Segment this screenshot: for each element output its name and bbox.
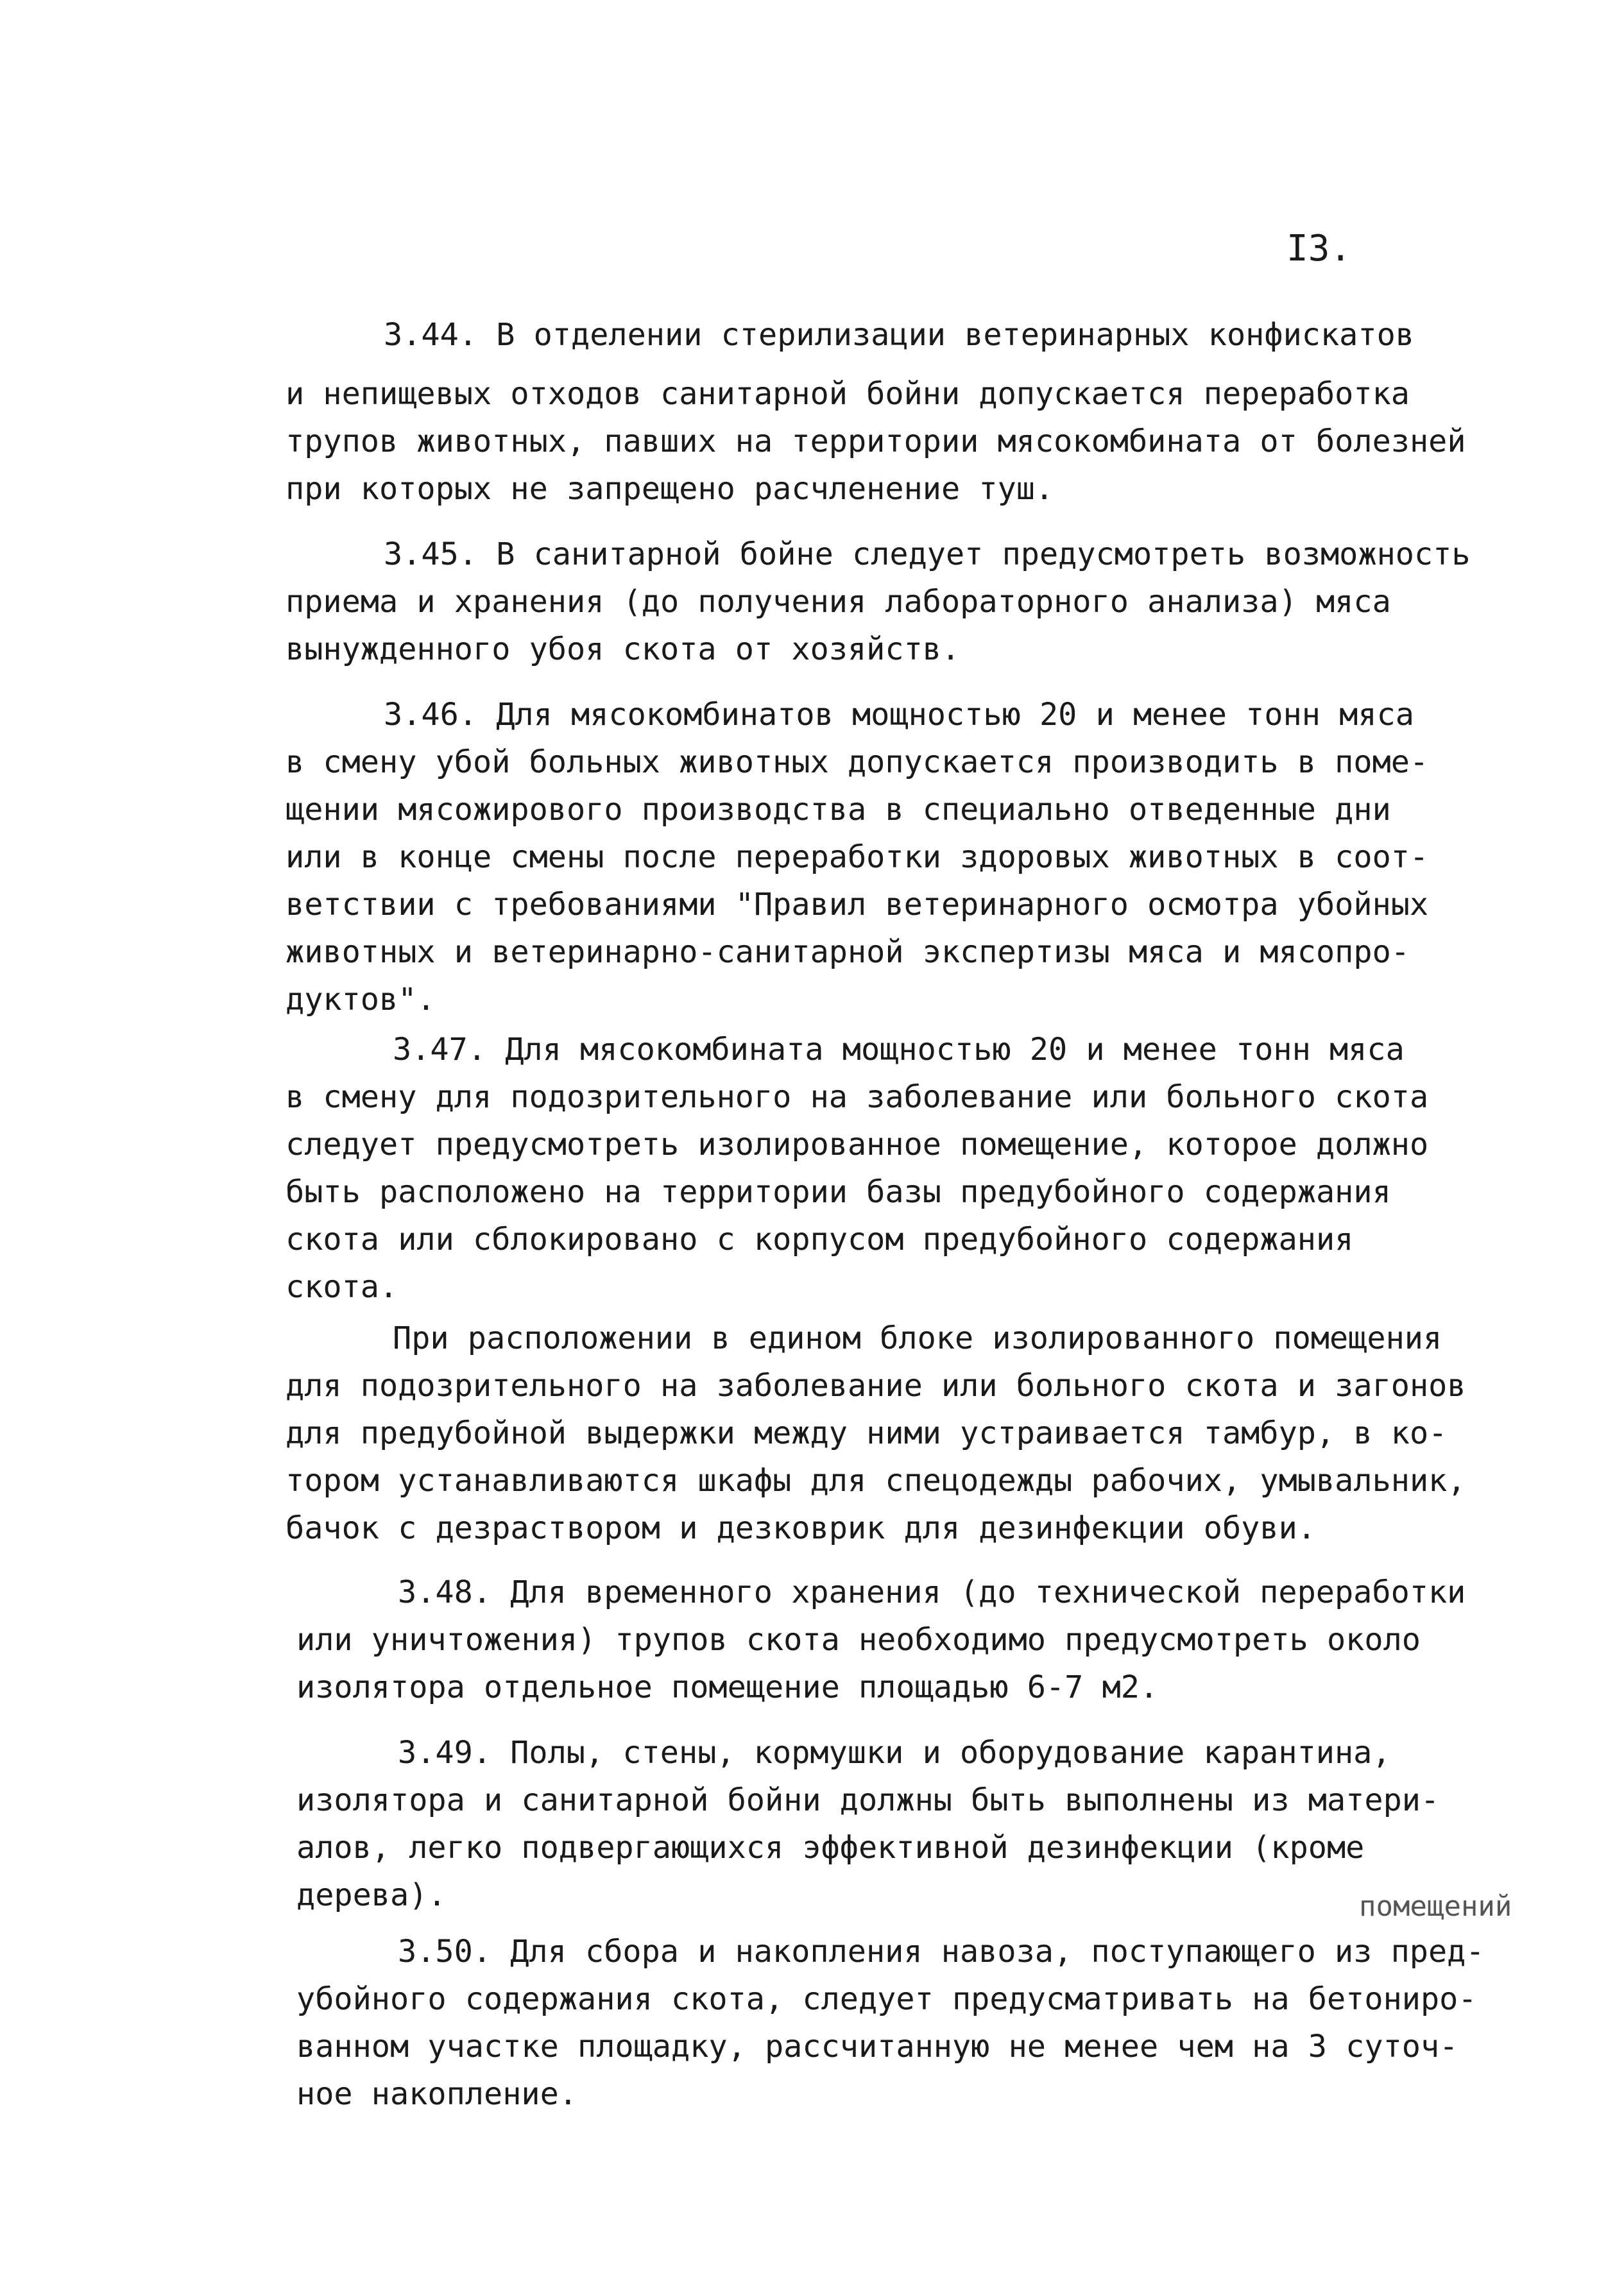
paragraph-3-48-line-3: изолятора отдельное помещение площадью 6-7 м2. (296, 1669, 1159, 1705)
paragraph-3-46-line-7: дуктов". (286, 982, 436, 1018)
paragraph-3-50-line-4: ное накопление. (296, 2076, 577, 2112)
paragraph-3-49-line-3: алов, легко подвергающихся эффективной дезинфекции (кроме (296, 1830, 1365, 1866)
paragraph-3-47-line-6: скота. (286, 1269, 398, 1305)
paragraph-3-47-cont-line-2: для подозрительного на заболевание или больного скота и загонов (286, 1368, 1466, 1404)
paragraph-3-50-line-1: 3.50. Для сбора и накопления навоза, поступающего из пред- (398, 1934, 1485, 1970)
paragraph-3-47-line-5: скота или сблокировано с корпусом предубойного содержания (286, 1222, 1354, 1257)
paragraph-3-49-line-4: дерева). (296, 1877, 447, 1913)
paragraph-3-47-cont-line-5: бачок с дезраствором и дезковрик для дезинфекции обуви. (286, 1510, 1316, 1546)
paragraph-3-46-line-3: щении мясожирового производства в специально отведенные дни (286, 792, 1391, 828)
paragraph-3-46-line-1: 3.46. Для мясокомбинатов мощностью 20 и менее тонн мяса (384, 697, 1414, 733)
paragraph-3-47-line-1: 3.47. Для мясокомбината мощностью 20 и менее тонн мяса (393, 1032, 1405, 1068)
paragraph-3-49-line-2: изолятора и санитарной бойни должны быть выполнены из матери- (296, 1782, 1440, 1818)
paragraph-3-50-line-3: ванном участке площадку, рассчитанную не менее чем на 3 суточ- (296, 2029, 1458, 2065)
paragraph-3-47-cont-line-1: При расположении в едином блоке изолированного помещения (393, 1320, 1442, 1356)
paragraph-3-47-line-2: в смену для подозрительного на заболевание или больного скота (286, 1079, 1429, 1115)
paragraph-3-46-line-6: животных и ветеринарно-санитарной экспертизы мяса и мясопро- (286, 934, 1410, 970)
paragraph-3-44-line-1: 3.44. В отделении стерилизации ветеринарных конфискатов (384, 317, 1414, 353)
paragraph-3-45-line-3: вынужденного убоя скота от хозяйств. (286, 631, 961, 667)
paragraph-3-44-line-3: трупов животных, павших на территории мясокомбината от болезней (286, 423, 1466, 459)
paragraph-3-45-line-1: 3.45. В санитарной бойне следует предусмотреть возможность (384, 536, 1471, 572)
paragraph-3-44-line-2: и непищевых отходов санитарной бойни допускается переработка (286, 376, 1410, 412)
paragraph-3-48-line-2: или уничтожения) трупов скота необходимо предусмотреть около (296, 1622, 1421, 1658)
paragraph-3-46-line-4: или в конце смены после переработки здоровых животных в соот- (286, 839, 1429, 875)
paragraph-3-46-line-5: ветствии с требованиями "Правил ветеринарного осмотра убойных (286, 887, 1429, 923)
paragraph-3-47-line-3: следует предусмотреть изолированное помещение, которое должно (286, 1127, 1429, 1163)
page-number: I3. (1286, 228, 1352, 269)
paragraph-3-46-line-2: в смену убой больных животных допускается производить в поме- (286, 744, 1429, 780)
paragraph-3-48-line-1: 3.48. Для временного хранения (до технической переработки (398, 1574, 1466, 1610)
paragraph-3-49-line-1: 3.49. Полы, стены, кормушки и оборудование карантина, (398, 1735, 1391, 1771)
margin-insert-note: помещений (1359, 1890, 1512, 1923)
paragraph-3-45-line-2: приема и хранения (до получения лабораторного анализа) мяса (286, 584, 1391, 620)
paragraph-3-47-cont-line-3: для предубойной выдержки между ними устраивается тамбур, в ко- (286, 1415, 1448, 1451)
paragraph-3-47-cont-line-4: тором устанавливаются шкафы для спецодежды рабочих, умывальник, (286, 1463, 1466, 1499)
paragraph-3-44-line-4: при которых не запрещено расчленение туш. (286, 471, 1054, 507)
paragraph-3-50-line-2: убойного содержания скота, следует предусматривать на бетониро- (296, 1981, 1477, 2017)
paragraph-3-47-line-4: быть расположено на территории базы предубойного содержания (286, 1174, 1391, 1210)
